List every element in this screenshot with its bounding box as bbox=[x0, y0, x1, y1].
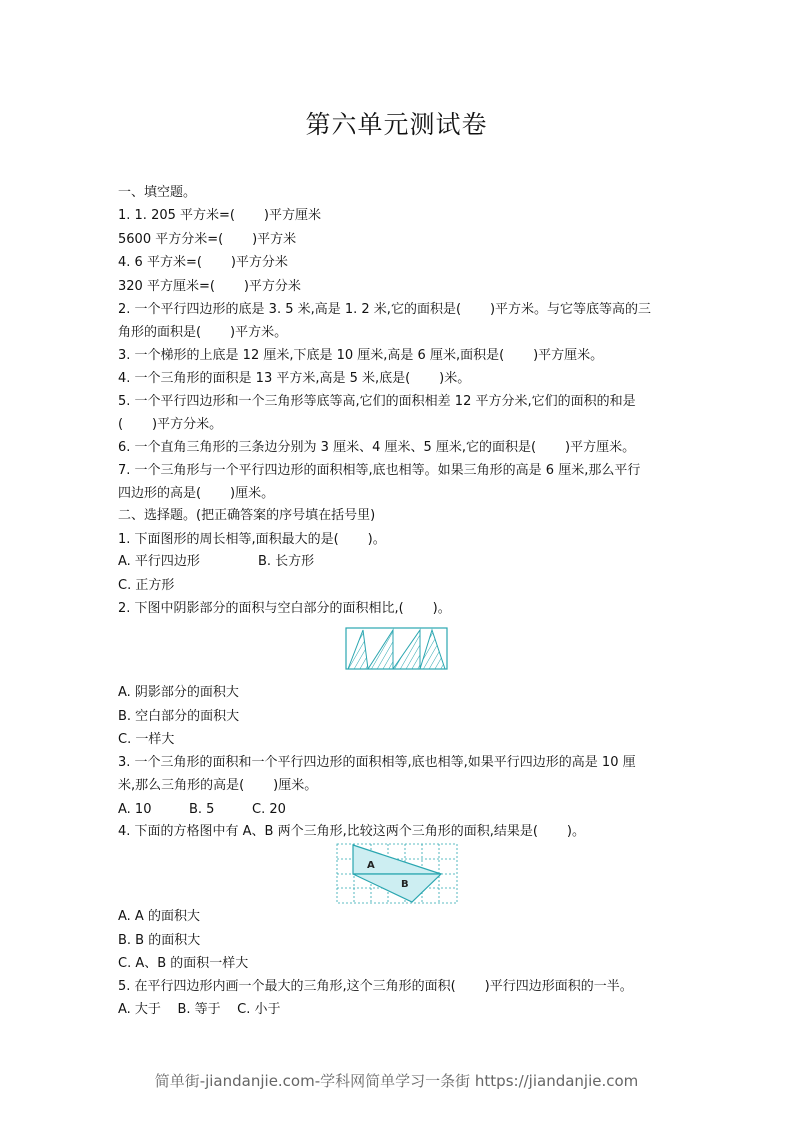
text-line: 二、选择题。(把正确答案的序号填在括号里) bbox=[118, 508, 376, 523]
text-line: 5. 在平行四边形内画一个最大的三角形,这个三角形的面积( )平行四边形面积的一半。 bbox=[118, 979, 633, 994]
text-line: A. 阴影部分的面积大 bbox=[118, 685, 239, 700]
text-line: 角形的面积是( )平方米。 bbox=[118, 325, 288, 340]
text-line: 2. 一个平行四边形的底是 3. 5 米,高是 1. 2 米,它的面积是( )平方米。与它等底等高的三 bbox=[118, 302, 652, 317]
text-line: 320 平方厘米=( )平方分米 bbox=[118, 279, 301, 294]
option-b: B. 5 bbox=[189, 802, 215, 817]
text-line: ( )平方分米。 bbox=[118, 417, 223, 432]
option-a: A. 平行四边形 bbox=[118, 554, 200, 569]
text-line: 7. 一个三角形与一个平行四边形的面积相等,底也相等。如果三角形的高是 6 厘米,那么平行 bbox=[118, 463, 641, 478]
text-line: B. 空白部分的面积大 bbox=[118, 709, 240, 724]
text-line: 3. 一个梯形的上底是 12 厘米,下底是 10 厘米,高是 6 厘米,面积是( )平方厘米。 bbox=[118, 348, 604, 363]
option-b: B. 长方形 bbox=[258, 554, 315, 569]
text-line: A. 大于 B. 等于 C. 小于 bbox=[118, 1002, 281, 1017]
text-line: 四边形的高是( )厘米。 bbox=[118, 486, 275, 501]
text-line: 1. 下面图形的周长相等,面积最大的是( )。 bbox=[118, 532, 386, 547]
label-a: A bbox=[367, 860, 375, 871]
text-line: 1. 1. 205 平方米=( )平方厘米 bbox=[118, 208, 321, 223]
text-line: C. 正方形 bbox=[118, 578, 175, 593]
text-line: C. 一样大 bbox=[118, 732, 175, 747]
option-a: A. 10 bbox=[118, 802, 152, 817]
text-line: C. A、B 的面积一样大 bbox=[118, 956, 249, 971]
hatched-triangles-figure bbox=[344, 626, 450, 672]
page-title: 第六单元测试卷 bbox=[305, 110, 488, 139]
footer-watermark: 简单街-jiandanjie.com-学科网简单学习一条街 https://jiandanjie.com bbox=[154, 1072, 639, 1090]
text-line: 一、填空题。 bbox=[118, 185, 197, 200]
text-line: 6. 一个直角三角形的三条边分别为 3 厘米、4 厘米、5 厘米,它的面积是( )平方厘米。 bbox=[118, 440, 636, 455]
shaded-triangle bbox=[420, 630, 445, 669]
shaded-triangle bbox=[348, 630, 368, 669]
shaded-triangle bbox=[393, 630, 420, 669]
text-line: 4. 一个三角形的面积是 13 平方米,高是 5 米,底是( )米。 bbox=[118, 371, 471, 386]
text-line: B. B 的面积大 bbox=[118, 933, 201, 948]
text-line: 4. 6 平方米=( )平方分米 bbox=[118, 255, 288, 270]
text-line: 4. 下面的方格图中有 A、B 两个三角形,比较这两个三角形的面积,结果是( )。 bbox=[118, 824, 585, 839]
text-line: 5. 一个平行四边形和一个三角形等底等高,它们的面积相差 12 平方分米,它们的面积的和是 bbox=[118, 394, 636, 409]
option-c: C. 20 bbox=[252, 802, 286, 817]
text-line: A. A 的面积大 bbox=[118, 909, 200, 924]
grid-triangles-figure bbox=[335, 842, 461, 906]
text-line: 3. 一个三角形的面积和一个平行四边形的面积相等,底也相等,如果平行四边形的高是 10 厘 bbox=[118, 755, 636, 770]
text-line: 5600 平方分米=( )平方米 bbox=[118, 232, 297, 247]
shaded-triangle bbox=[368, 630, 393, 669]
label-b: B bbox=[401, 879, 409, 890]
text-line: 2. 下图中阴影部分的面积与空白部分的面积相比,( )。 bbox=[118, 601, 451, 616]
text-line: 米,那么三角形的高是( )厘米。 bbox=[118, 778, 318, 793]
